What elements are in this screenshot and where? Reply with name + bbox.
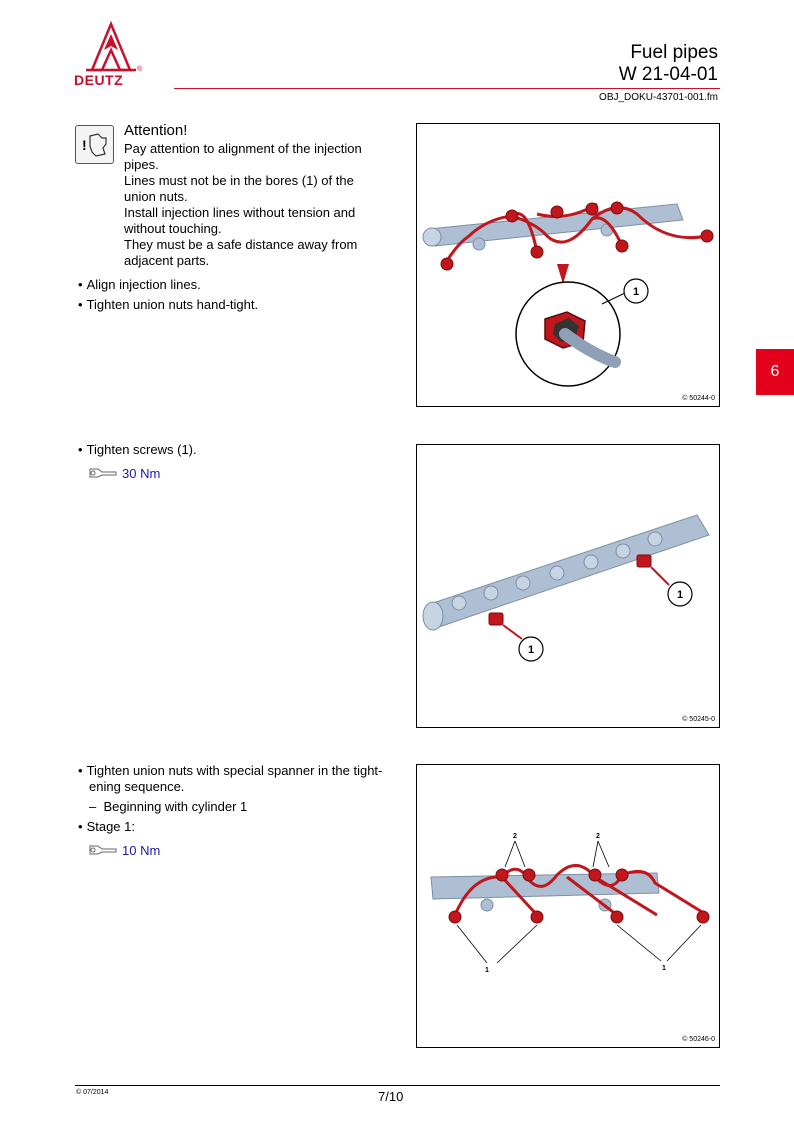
- page-title: Fuel pipes: [630, 42, 718, 63]
- registered-mark: ®: [137, 66, 143, 73]
- torque-wrench-icon: [88, 465, 118, 479]
- callout-number: 1: [676, 589, 684, 601]
- callout-number: 1: [527, 644, 535, 656]
- callout-label: 2: [513, 833, 517, 840]
- fuel-rail-image: [423, 202, 713, 284]
- instruction-bullet: • Tighten union nuts hand-tight.: [78, 297, 258, 313]
- attention-line: pipes.: [124, 157, 159, 172]
- attention-hand-icon: [75, 125, 114, 164]
- footer-divider: [75, 1085, 720, 1086]
- attention-line: adjacent parts.: [124, 253, 210, 268]
- attention-line: They must be a safe distance away from: [124, 237, 358, 252]
- page-number: 7/10: [378, 1089, 404, 1104]
- attention-line: Lines must not be in the bores (1) of the: [124, 173, 354, 188]
- instruction-bullet: • Tighten screws (1).: [78, 442, 197, 458]
- attention-line: Install injection lines without tension and: [124, 205, 356, 220]
- figure-50245: [416, 444, 720, 728]
- svg-text:!: !: [82, 137, 87, 153]
- instruction-bullet: • Stage 1:: [78, 819, 135, 835]
- file-reference: OBJ_DOKU-43701-001.fm: [599, 92, 718, 103]
- document-number: W 21-04-01: [618, 64, 718, 85]
- instruction-bullet: • Align injection lines.: [78, 277, 201, 293]
- figure-50244: [416, 123, 720, 407]
- footer-date: © 07/2014: [76, 1089, 109, 1096]
- callout-label: 1: [662, 965, 666, 972]
- detail-magnifier: [516, 282, 627, 386]
- chapter-tab[interactable]: 6: [756, 349, 794, 395]
- torque-value: 10 Nm: [122, 843, 161, 858]
- dash-item: – Beginning with cylinder 1: [89, 799, 248, 814]
- dash-item-text: Beginning with cylinder 1: [103, 799, 248, 814]
- header-divider: [174, 88, 720, 89]
- callout-label: 2: [596, 833, 600, 840]
- attention-line: without touching.: [124, 221, 222, 236]
- logo-text: DEUTZ: [74, 72, 124, 88]
- instruction-bullet: • Tighten union nuts with special spanner in the tight-: [78, 763, 382, 779]
- figure-50246: [416, 764, 720, 1048]
- instruction-continuation: ening sequence.: [89, 779, 185, 794]
- attention-line: union nuts.: [124, 189, 188, 204]
- torque-wrench-icon: [88, 842, 118, 856]
- fuel-rail-image: [431, 841, 709, 963]
- figure-reference: © 50245-0: [682, 716, 715, 723]
- callout-label: 1: [485, 967, 489, 974]
- figure-reference: © 50246-0: [682, 1036, 715, 1043]
- attention-heading: Attention!: [124, 122, 188, 139]
- attention-line: Pay attention to alignment of the injection: [124, 141, 362, 156]
- callout-number: 1: [632, 286, 640, 298]
- torque-value: 30 Nm: [122, 466, 161, 481]
- figure-reference: © 50244-0: [682, 395, 715, 402]
- fuel-rail-image: [423, 515, 709, 639]
